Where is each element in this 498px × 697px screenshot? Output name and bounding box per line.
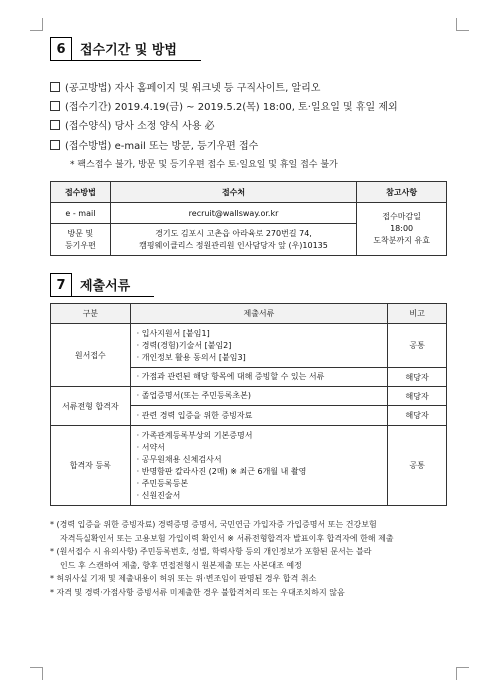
method-line: 등기우편	[64, 240, 96, 250]
note-cell	[357, 203, 447, 256]
apply-note: * 팩스접수 불가, 방문 및 등기우편 접수 토·일요일 및 휴일 접수 불가	[70, 160, 338, 170]
document-item: · 반명함판 칼라사진 (2매) ※ 최근 6개월 내 촬영	[136, 466, 307, 476]
remark-cell: 해당자	[388, 387, 447, 406]
section-number: 7	[50, 273, 72, 297]
document-item: · 입사지원서 [붙임1]	[136, 328, 210, 338]
documents-table	[50, 303, 447, 506]
column-header: 비고	[388, 304, 447, 324]
method-cell: e - mail	[51, 203, 111, 224]
table-header-row	[51, 304, 447, 324]
document-list	[130, 324, 388, 368]
section-title: 접수기간 및 방법	[72, 37, 201, 61]
column-header: 접수처	[110, 182, 356, 203]
address-cell	[110, 224, 356, 256]
category-cell: 서류전형 합격자	[51, 387, 131, 426]
category-cell: 합격자 등록	[51, 426, 131, 506]
checkbox-square-icon	[50, 120, 60, 130]
checkbox-square-icon	[50, 101, 60, 111]
document-item: · 신원진술서	[136, 490, 181, 500]
note-line: 도착분까지 유효	[373, 236, 430, 245]
apply-item-2	[50, 98, 398, 113]
apply-item-1	[50, 79, 320, 94]
apply-item-3	[50, 117, 215, 132]
note-continuation: 인드 후 스캔하여 제출, 향후 면접전형시 원본제출 또는 사본대조 예정	[60, 560, 302, 570]
document-item: · 서약서	[136, 442, 165, 452]
category-cell: 원서접수	[51, 324, 131, 387]
note-line: * 자격 및 경력·가점사항 증빙서류 미제출한 경우 불합격처리 또는 우대조치하지 않음	[50, 587, 345, 597]
column-header: 구분	[51, 304, 131, 324]
document-item: · 개인정보 활용 동의서 [붙임3]	[136, 352, 246, 362]
corner-mark-bottom-left	[30, 667, 43, 680]
note-line: * (원서접수 시 유의사항) 주민등록번호, 성별, 학력사항 등의 개인정보가 포함된 문서는 블라	[50, 547, 372, 556]
note-line: * 허위사실 기재 및 제출내용이 허위 또는 위·변조임이 판명된 경우 합격 취소	[50, 574, 317, 583]
note-line: * (경력 입증을 위한 증빙자료) 경력증명 증명서, 국민연금 가입자증 가입증명서 또는 건강보험	[50, 520, 377, 529]
method-cell	[51, 224, 111, 256]
column-header: 제출서류	[130, 304, 388, 324]
apply-item-text: (접수양식) 당사 소정 양식 사용 必	[65, 121, 215, 132]
checkbox-square-icon	[50, 82, 60, 92]
document-item: · 주민등록등본	[136, 478, 189, 488]
corner-mark-top-left	[30, 18, 43, 31]
document-list	[130, 426, 388, 506]
document-item: · 경력(경험)기술서 [붙임2]	[136, 340, 232, 350]
notes-block	[50, 518, 450, 599]
checkbox-square-icon	[50, 140, 60, 150]
application-method-table	[50, 181, 447, 256]
section-7-heading	[50, 273, 154, 297]
column-header: 접수방법	[51, 182, 111, 203]
section-number: 6	[50, 37, 72, 61]
address-line: 경기도 김포시 고촌읍 아라육로 270번길 74,	[155, 228, 312, 238]
remark-cell: 해당자	[388, 368, 447, 387]
table-row	[51, 203, 447, 224]
table-row	[51, 426, 447, 506]
table-row	[51, 324, 447, 368]
apply-item-text: (접수방법) e-mail 또는 방문, 등기우편 접수	[65, 141, 259, 152]
table-header-row	[51, 182, 447, 203]
document-item: · 가족관계등록부상의 기본증명서	[136, 430, 253, 440]
document-item: · 졸업증명서(또는 주민등록초본)	[130, 387, 388, 406]
email-address: recruit@wallsway.or.kr	[110, 203, 356, 224]
document-item: · 공무원채용 신체검사서	[136, 454, 222, 464]
document-item: · 관련 경력 입증을 위한 증빙자료	[130, 406, 388, 426]
apply-item-text: (접수기간) 2019.4.19(금) ~ 2019.5.2(목) 18:00, 토·일요일 및 휴일 제외	[65, 102, 398, 113]
note-continuation: 자격득실확인서 또는 고용보험 가입이력 확인서 ※ 서류전형합격자 발표이후 합격자에 한해 제출	[60, 533, 394, 543]
remark-cell: 공통	[388, 324, 447, 368]
table-row	[51, 387, 447, 406]
document-item: · 가점과 관련된 해당 항목에 대해 증빙할 수 있는 서류	[130, 368, 388, 387]
method-line: 방문 및	[67, 228, 94, 238]
column-header: 참고사항	[357, 182, 447, 203]
note-line: 18:00	[390, 224, 414, 233]
apply-item-4	[50, 137, 258, 152]
corner-mark-bottom-right	[456, 667, 469, 680]
apply-item-text: (공고방법) 자사 홈페이지 및 워크넷 등 구직사이트, 알리오	[65, 83, 321, 94]
remark-cell: 공통	[388, 426, 447, 506]
address-line: 캠핑웨이클리스 정원관리원 인사담당자 앞 (우)10135	[139, 240, 328, 250]
remark-cell: 해당자	[388, 406, 447, 426]
section-6-heading	[50, 37, 201, 61]
note-line: 접수마감일	[382, 212, 421, 221]
corner-mark-top-right	[456, 18, 469, 31]
section-title: 제출서류	[72, 273, 154, 297]
